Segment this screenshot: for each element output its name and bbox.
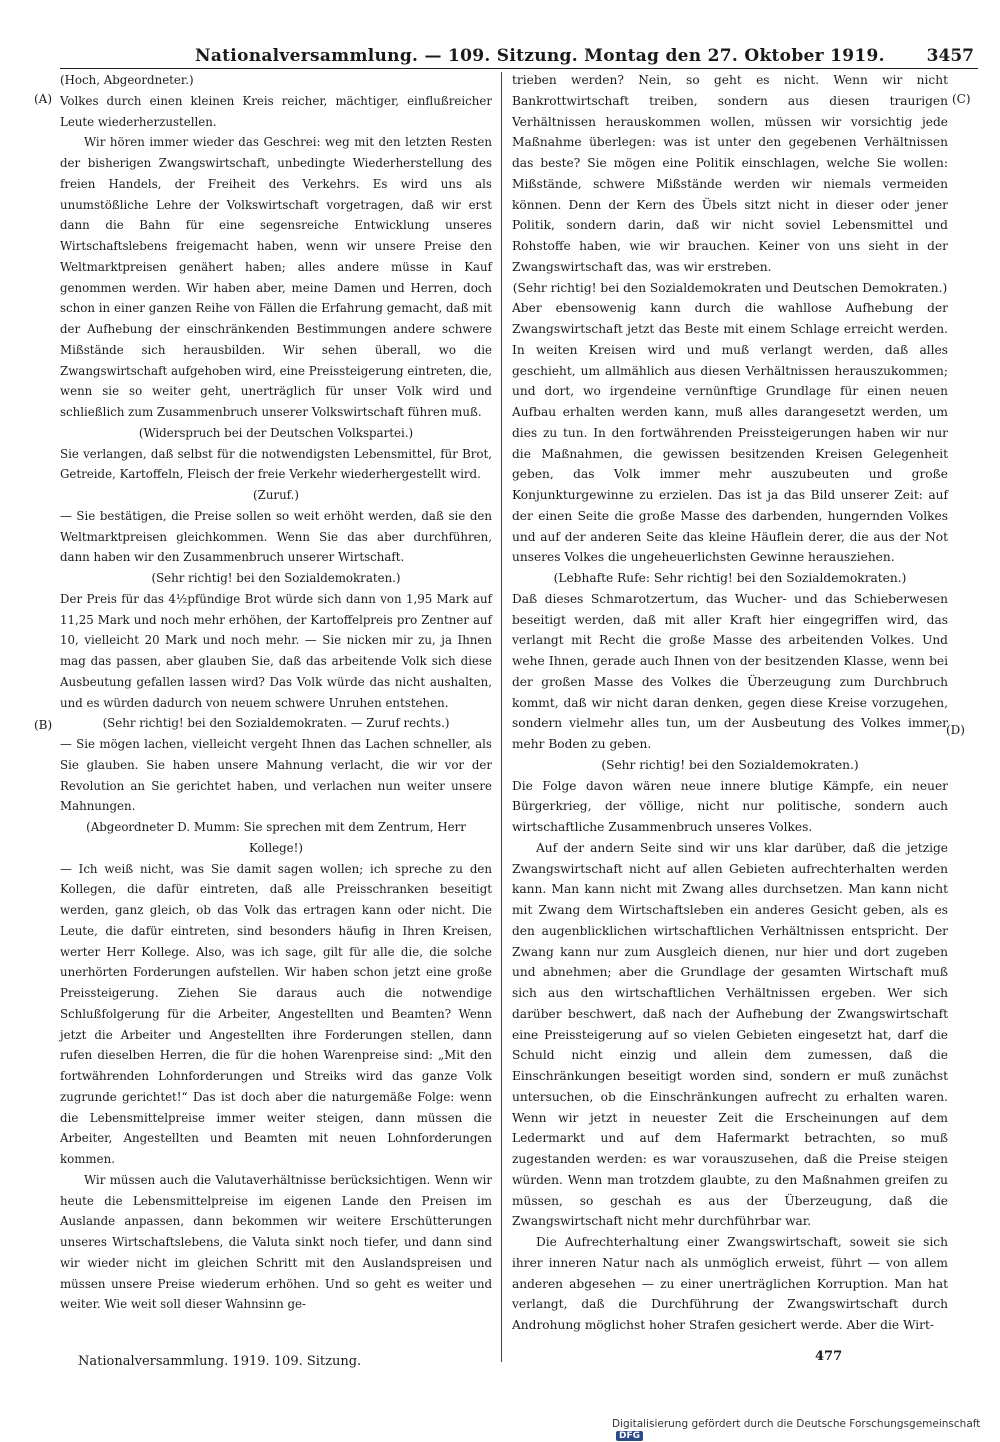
paragraph: Daß dieses Schmarotzertum, das Wucher- und das Schieberwesen beseitigt werden, daß mit aller Kraft hier eingegriffen wird, das verlangt mit Recht die große Masse des arbeitenden Volkes. Und wehe Ihnen, gerade auch Ihnen von der besitzenden Klasse, wenn bei der großen Masse des Volkes die Überzeugung zum Durchbruch kommt, daß wir nicht daran denken, gegen diese Kreise vorzugehen, sondern vielmehr alles tun, um der Ausbeutung des Volkes immer mehr Boden zu geben. <box>512 591 948 751</box>
paragraph: — Sie mögen lachen, vielleicht vergeht Ihnen das Lachen schneller, als Sie glauben. Sie haben unsere Mahnung verlacht, die wir vor der Revolution an Sie gerichtet haben, und verlachen nun weiter unsere Mahnungen. <box>60 737 492 814</box>
interjection: (Sehr richtig! bei den Sozialdemokraten.) <box>601 757 859 772</box>
left-column <box>60 70 492 1315</box>
paragraph: Wir hören immer wieder das Geschrei: weg mit den letzten Resten der bisherigen Zwangswirtschaft, unbedingte Wiederherstellung des freien Handels, der Freiheit des Verkehrs. Es wird uns als unumstößliche Lehre der Volkswirtschaft vorgetragen, daß wir erst dann die Bahn für eine segensreiche Entwicklung unseres Wirtschaftslebens freigemacht haben, wenn wir unsere Preise den Weltmarktpreisen genähert haben; alles andere müsse in Kauf genommen werden. Wir haben aber, meine Damen und Herren, doch schon in einer ganzen Reihe von Fällen die Erfahrung gemacht, daß mit der Aufhebung der einschränkenden Bestimmungen andere schwere Mißstände sich herausbilden. Wir sehen überall, wo die Zwangswirtschaft aufgehoben wird, eine Preissteigerung eintreten, die, wenn sie so weiter geht, unerträglich für unser Volk wird und schließlich zum Zusammenbruch unserer Volkswirtschaft führen muß. <box>60 135 492 419</box>
footer-page-number: 477 <box>815 1349 843 1364</box>
paragraph: — Ich weiß nicht, was Sie damit sagen wollen; ich spreche zu den Kollegen, die dafür eintreten, daß alle Preisschranken beseitigt werden, ganz gleich, ob das Volk das ertragen kann oder nicht. Die Leute, die dafür eintreten, sind besonders häufig in Ihren Kreisen, werter Herr Kollege. Also, was ich sage, gilt für alle die, die solche unerhörten Forderungen aufstellen. Wir haben schon jetzt eine große Preissteigerung. Ziehen Sie daraus auch die notwendige Schlußfolgerung für die Arbeiter, Angestellten und Beamten? Wenn jetzt die Arbeiter und Angestellten ihre Forderungen stellen, dann rufen dieselben Herren, die für die hohen Warenpreise sind: „Mit den fortwährenden Lohnforderungen und Streiks wird das ganze Volk zugrunde gerichtet!“ Das ist doch aber die naturgemäße Folge: wenn die Lebensmittelpreise immer weiter steigen, dann müssen die Arbeiter, Angestellten und Beamten mit neuen Lohnforderungen kommen. <box>60 861 492 1166</box>
paragraph: Sie verlangen, daß selbst für die notwendigsten Lebensmittel, für Brot, Getreide, Kartoffeln, Fleisch der freie Verkehr wiederhergestellt wird. <box>60 446 492 482</box>
paragraph: Der Preis für das 4½pfündige Brot würde sich dann von 1,95 Mark auf 11,25 Mark und noch mehr erhöhen, der Kartoffelpreis pro Zentner auf 10, vielleicht 20 Mark und noch mehr. — Sie nicken mir zu, ja Ihnen mag das passen, aber glauben Sie, daß das arbeitende Volk sich diese Ausbeutung gefallen lassen wird? Das Volk würde das nicht aushalten, und es würden dadurch von neuem schwere Unruhen entstehen. <box>60 591 492 710</box>
paragraph: Wir müssen auch die Valutaverhältnisse berücksichtigen. Wenn wir heute die Lebensmittelpreise im eigenen Lande den Preisen im Auslande anpassen, dann bekommen wir weitere Erschütterungen unseres Wirtschaftslebens, die Valuta sinkt noch tiefer, und dann sind wir wieder nicht im gleichen Schritt mit den Auslandspreisen und müssen unsere Preise wiederum erhöhen. Und so geht es weiter und weiter. Wie weit soll dieser Wahnsinn ge- <box>60 1172 492 1312</box>
interjection: (Sehr richtig! bei den Sozialdemokraten.) <box>151 571 401 585</box>
paragraph: Aber ebensowenig kann durch die wahllose Aufhebung der Zwangswirtschaft jetzt das Beste mit einem Schlage erreicht werden. In weiten Kreisen wird und muß verlangt werden, daß alles geschieht, um allmählich aus diesen Verhältnissen herauszukommen; und dort, wo irgendeine vernünftige Grundlage für einen neuen Aufbau erhalten werden kann, muß alles darangesetzt werden, um dies zu tun. In den fortwährenden Preissteigerungen haben wir nur die Maßnahmen, die gewissen besitzenden Kreisen Gelegenheit geben, das Volk immer mehr auszubeuten und große Konjunkturgewinne zu erzielen. Das ist ja das Bild unserer Zeit: auf der einen Seite die große Masse des darbenden, hungernden Volkes und auf der anderen Seite das kleine Häuflein derer, die aus der Not unseres Volkes die ungeheuerlichsten Gewinne herausziehen. <box>512 301 948 565</box>
paragraph: trieben werden? Nein, so geht es nicht. Wenn wir nicht Bankrottwirtschaft treiben, sondern aus diesen traurigen Verhältnissen herauskommen wollen, müssen wir vorsichtig jede Maßnahme überlegen: was ist unter den gegebenen Verhältnissen das beste? Sie mögen eine Politik einschlagen, welche Sie wollen: Mißstände, schwere Mißstände werden wir niemals vermeiden können. Denn der Kern des Übels sitzt nicht in dieser oder jener Politik, sondern darin, daß wir nicht soviel Lebensmittel und Rohstoffe haben, wie wir brauchen. Keiner von uns sieht in der Zwangswirtschaft das, was wir erstreben. <box>512 73 948 274</box>
margin-marker-c: (C) <box>952 92 971 106</box>
page-number: 3457 <box>926 46 974 66</box>
digitization-text: Digitalisierung gefördert durch die Deutsche Forschungsgemeinschaft <box>612 1418 981 1430</box>
column-divider <box>501 72 502 1362</box>
margin-marker-a: (A) <box>34 92 53 106</box>
margin-marker-b: (B) <box>34 718 53 732</box>
interjection: (Widerspruch bei der Deutschen Volkspartei.) <box>138 425 414 440</box>
margin-marker-d: (D) <box>946 723 965 737</box>
interjection: (Sehr richtig! bei den Sozialdemokraten. — Zuruf rechts.) <box>102 716 450 731</box>
interjection: (Zuruf.) <box>253 488 299 502</box>
digitization-credit <box>612 1418 1000 1442</box>
interjection: (Sehr richtig! bei den Sozialdemokraten und Deutschen Demokraten.) <box>512 280 948 295</box>
header-title: Nationalversammlung. — 109. Sitzung. Montag den 27. Oktober 1919. <box>195 46 885 66</box>
dfg-logo: DFG <box>616 1431 643 1441</box>
paragraph: Auf der andern Seite sind wir uns klar darüber, daß die jetzige Zwangswirtschaft nicht auf allen Gebieten aufrechterhalten werden kann. Man kann nicht mit Zwang alles durchsetzen. Man kann nicht mit Zwang dem Wirtschaftsleben ein anderes Gesicht geben, als es den augenblicklichen wirtschaftlichen Verhältnissen entspricht. Der Zwang kann nur zum Ausgleich dienen, nur hier und dort zugeben und abnehmen; aber die Grundlage der gesamten Wirtschaft muß sich aus den wirtschaftlichen Verhältnissen ergeben. Wer sich darüber beschwert, daß nach der Aufhebung der Zwangswirtschaft eine Preissteigerung auf so vielen Gebieten eingesetzt hat, darf die Schuld nicht einzig und allein dem zumessen, daß die Einschränkungen beseitigt worden sind, sondern er muß zunächst untersuchen, ob die Einschränkungen aufrecht zu erhalten waren. Wenn wir jetzt in neuester Zeit die Erscheinungen auf dem Ledermarkt und auf dem Hafermarkt betrachten, so muß zugestanden werden: es war vorauszusehen, daß die Preise steigen würden. Wenn man trotzdem glaubte, zu den Maßnahmen greifen zu müssen, so geschah es aus der Überzeugung, daß die Zwangswirtschaft nicht mehr durchführbar war. <box>512 840 948 1229</box>
right-column <box>512 70 948 1336</box>
interjection: (Abgeordneter D. Mumm: Sie sprechen mit dem Zentrum, Herr Kollege!) <box>86 820 466 855</box>
paragraph: — Sie bestätigen, die Preise sollen so weit erhöht werden, daß sie den Weltmarktpreisen gleichkommen. Wenn Sie das aber durchführen, dann haben wir den Zusammenbruch unserer Wirtschaft. <box>60 508 492 565</box>
paragraph: Volkes durch einen kleinen Kreis reicher, mächtiger, einflußreicher Leute wiederherzustellen. <box>60 93 492 129</box>
interjection: (Lebhafte Rufe: Sehr richtig! bei den Sozialdemokraten.) <box>553 571 907 585</box>
footer-left: Nationalversammlung. 1919. 109. Sitzung. <box>78 1354 362 1369</box>
running-header <box>60 42 978 69</box>
paragraph: Die Folge davon wären neue innere blutige Kämpfe, ein neuer Bürgerkrieg, der völlige, nicht nur politische, sondern auch wirtschaftliche Zusammenbruch unseres Volkes. <box>512 778 948 834</box>
paragraph: Die Aufrechterhaltung einer Zwangswirtschaft, soweit sie sich ihrer inneren Natur nach als unmöglich erweist, führt — von allem anderen abgesehen — zu einer unerträglichen Korruption. Man hat verlangt, daß die Durchführung der Zwangswirtschaft durch Androhung möglichst hoher Strafen gesichert werde. Aber die Wirt- <box>512 1235 948 1332</box>
paragraph: (Hoch, Abgeordneter.) <box>60 73 194 87</box>
